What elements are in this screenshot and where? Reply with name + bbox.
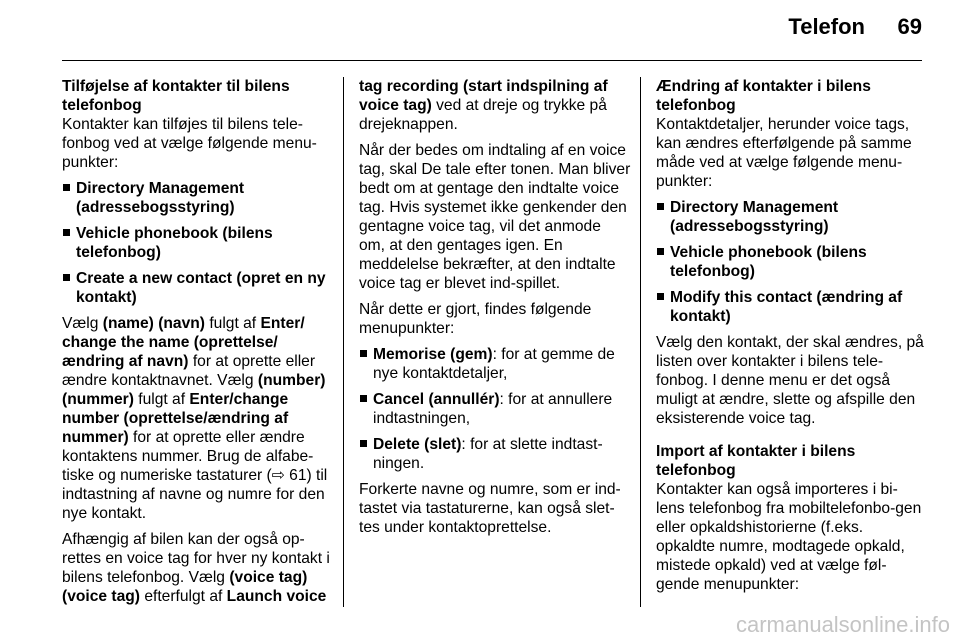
column-divider [640, 77, 641, 607]
column-right [656, 77, 924, 601]
paragraph: Forkerte navne og numre, som er ind-tastet via tastaturerne, kan også slet-tes under kontaktoprettelse. [359, 481, 621, 536]
paragraph: Vælg den kontakt, der skal ændres, på listen over kontakter i bilens tele-fonbog. I denne menu er det også muligt at ændre, slette og afspille den eksisterende voice tag. [656, 334, 924, 427]
paragraph: Kontakter kan tilføjes til bilens tele-fonbog ved at vælge følgende menu-punkter: [62, 116, 317, 171]
bullet-icon [360, 350, 367, 357]
paragraph: Vælg (name) (navn) fulgt af Enter/ change the name (oprettelse/ ændring af navn) for at oprette eller ændre kontaktnavnet. Vælg (number) (nummer) fulgt af Enter/change number (oprettelse/ændring af nummer) for at oprette eller ændre kontaktens nummer. Brug de alfabe-tiske og numeriske tastaturer (⇨ 61) til indtastning af navne og numre for den nye kontakt. [62, 315, 328, 522]
column-middle [359, 77, 631, 544]
bullet-icon [657, 203, 664, 210]
menu-path-item: Vehicle phonebook (bilens telefonbog) [656, 243, 924, 281]
bullet-icon [63, 229, 70, 236]
section-heading: Tilføjelse af kontakter til bilens telefonbog [62, 78, 290, 114]
watermark: carmanualsonline.info [735, 612, 950, 637]
bullet-icon [360, 440, 367, 447]
option-list [359, 345, 631, 473]
section-heading: Ændring af kontakter i bilens telefonbog [656, 78, 871, 114]
paragraph: Kontakter kan også importeres i bi-lens telefonbog fra mobiltelefonbo-gen eller opkaldshistorierne (f.eks. opkaldte numre, modtagede opkald, mistede opkald) ved at vælge føl-gende menupunkter: [656, 481, 922, 593]
page-header [0, 0, 960, 64]
option-item: Delete (slet): for at slette indtast-ningen. [359, 435, 631, 473]
page-title: Telefon [788, 14, 865, 39]
arrow-reference-icon: ⇨ [271, 467, 285, 484]
paragraph: Kontaktdetaljer, herunder voice tags, kan ændres efterfølgende på samme måde ved at vælge følgende menu-punkter: [656, 116, 912, 190]
menu-path-list [62, 179, 334, 307]
option-item: Cancel (annullér): for at annullere indtastningen, [359, 390, 631, 428]
menu-path-item: Modify this contact (ændring af kontakt) [656, 288, 924, 326]
bullet-icon [360, 395, 367, 402]
column-divider [343, 77, 344, 607]
bullet-icon [657, 248, 664, 255]
section-heading: Import af kontakter i bilens telefonbog [656, 443, 856, 479]
menu-path-item: Directory Management (adressebogsstyring) [656, 198, 924, 236]
menu-path-item: Directory Management (adressebogsstyring) [62, 179, 334, 217]
paragraph: Når der bedes om indtaling af en voice tag, skal De tale efter tonen. Man bliver bedt om at gentage den indtalte voice tag. Hvis systemet ikke genkender den gentagne voice tag, vil det anmode om, at den gentages igen. En meddelelse bekræfter, at den indtalte voice tag er blevet ind-spillet. [359, 142, 631, 292]
paragraph: Afhængig af bilen kan der også op-rettes en voice tag for hver ny kontakt i bilens telefonbog. Vælg (voice tag) (voice tag) efterfulgt af Launch voice [62, 531, 330, 605]
page-number: 69 [897, 14, 922, 39]
bullet-icon [63, 274, 70, 281]
menu-path-list [656, 198, 924, 326]
column-left [62, 77, 334, 613]
menu-path-item: Create a new contact (opret en ny kontakt) [62, 269, 334, 307]
paragraph: Når dette er gjort, findes følgende menupunkter: [359, 301, 592, 337]
header-rule [62, 60, 922, 61]
paragraph: tag recording (start indspilning af voice tag) ved at dreje og trykke på drejeknappen. [359, 78, 608, 133]
bullet-icon [657, 293, 664, 300]
menu-path-item: Vehicle phonebook (bilens telefonbog) [62, 224, 334, 262]
bullet-icon [63, 184, 70, 191]
option-item: Memorise (gem): for at gemme de nye kontaktdetaljer, [359, 345, 631, 383]
